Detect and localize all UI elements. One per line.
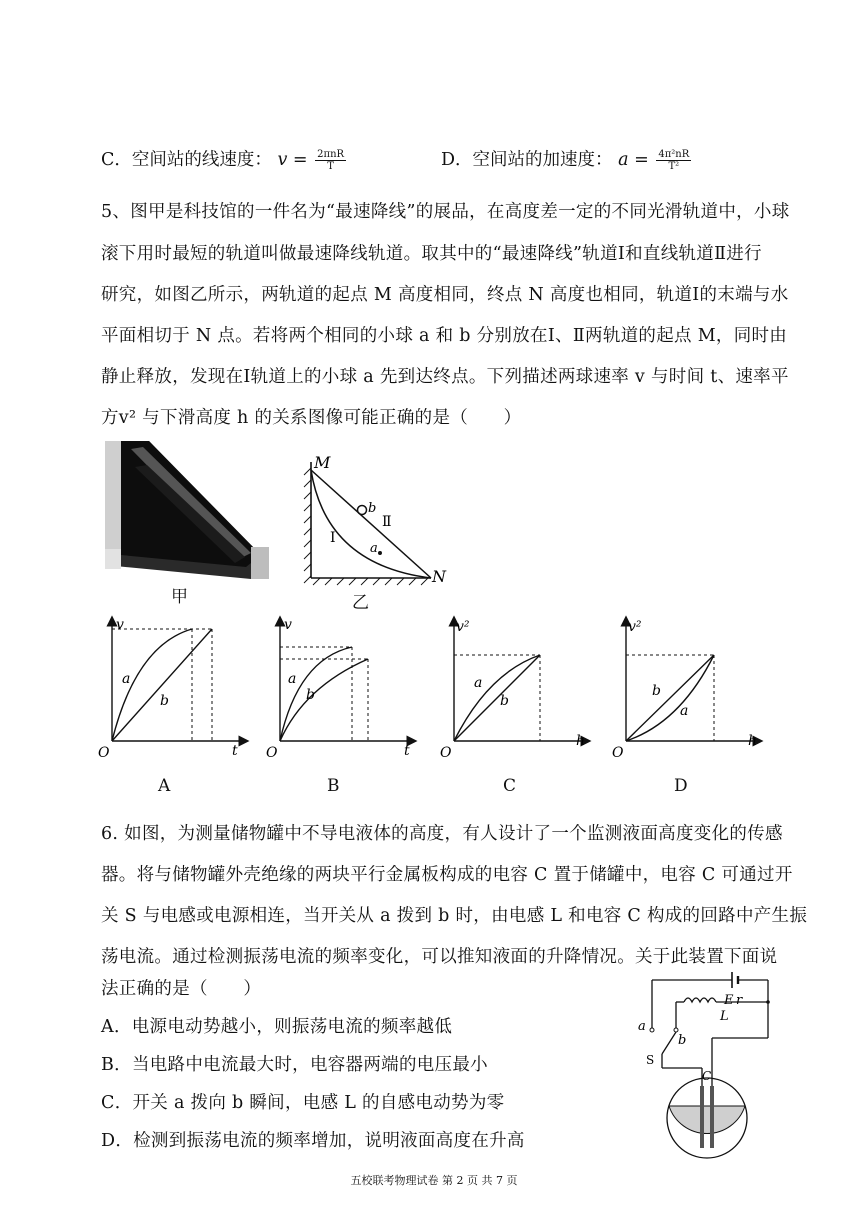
graph-c-origin: O [440,745,452,761]
q4-option-c-label: C．空间站的线速度： [101,150,272,170]
page-footer: 五校联考物理试卷 第 2 页 共 7 页 [350,1174,518,1187]
point-n-label: N [432,567,446,586]
graph-b-letter: B [327,776,340,796]
circuit-a-label: a [638,1019,646,1034]
ball-b-label: b [368,501,377,516]
graph-a [96,615,256,763]
graph-c-letter: C [503,776,517,796]
graph-c-xlabel: h [576,733,586,749]
graph-a-curve-1: a [122,671,131,687]
q6-line-5: 法正确的是（ ） [101,979,262,999]
q5-line-6: 方v² 与下滑高度 h 的关系图像可能正确的是（ ） [101,408,522,428]
track-2-label: Ⅱ [382,514,392,530]
q6-option-d: D．检测到振荡电流的频率增加，说明液面高度在升高 [101,1131,525,1151]
graph-d-curve-2: a [680,703,689,719]
q4-option-c: C．空间站的线速度： v = $\frac{\text{2πnR}}{T}$ [101,149,345,172]
graph-b-curve-1: a [288,671,297,687]
graph-b-ylabel: v [284,617,292,633]
q4-option-d-label: D．空间站的加速度： [441,150,613,170]
q5-line-2: 滚下用时最短的轨道叫做最速降线轨道。取其中的“最速降线”轨道Ⅰ和直线轨道Ⅱ进行 [101,244,762,264]
q4-option-d-numerator: 4π²nR [658,149,690,160]
ball-a-label: a [370,541,378,556]
circuit-e-label: E [724,993,734,1008]
q6-line-2: 器。将与储物罐外壳绝缘的两块平行金属板构成的电容 C 置于储罐中，电容 C 可通过开 [101,865,793,885]
circuit-l-label: L [720,1009,729,1024]
graph-b-curve-2: b [306,687,315,703]
graph-c-curve-2: b [500,693,509,709]
graph-c [438,615,598,763]
q4-option-c-denominator: T [327,161,334,172]
q6-line-1: 6. 如图，为测量储物罐中不导电液体的高度，有人设计了一个监测液面高度变化的传感 [101,824,783,844]
circuit-r-label: r [736,993,743,1008]
q4-option-d: D．空间站的加速度： a = $\frac{\text{4π²nR}}{\text{T²}}$ [441,149,690,172]
graph-d-origin: O [612,745,624,761]
circuit-diagram [632,968,782,1160]
q5-line-1: 5、图甲是科技馆的一件名为“最速降线”的展品，在高度差一定的不同光滑轨道中，小球 [101,202,790,222]
q4-option-d-denominator: T² [668,161,680,172]
point-m-label: M [314,453,331,472]
graph-c-curve-1: a [474,675,483,691]
track-1-label: Ⅰ [330,530,336,546]
q5-line-3: 研究，如图乙所示，两轨道的起点 M 高度相同，终点 N 高度也相同，轨道Ⅰ的末端与水 [101,285,789,305]
q6-option-a: A．电源电动势越小，则振荡电流的频率越低 [101,1017,453,1037]
tracks-diagram [296,450,456,590]
circuit-b-label: b [678,1033,687,1048]
graph-a-xlabel: t [232,743,238,759]
graph-d-xlabel: h [748,733,758,749]
graph-d-curve-1: b [652,683,661,699]
circuit-s-label: S [646,1053,655,1067]
q4-option-c-fraction [315,149,346,172]
q6-option-c: C．开关 a 拨向 b 瞬间，电感 L 的自感电动势为零 [101,1093,505,1113]
q5-line-5: 静止释放，发现在Ⅰ轨道上的小球 a 先到达终点。下列描述两球速率 v 与时间 t、速率平 [101,367,789,387]
graph-d-letter: D [674,776,688,796]
q6-line-3: 关 S 与电感或电源相连，当开关从 a 拨到 b 时，由电感 L 和电容 C 构成的回路中产生振 [101,906,808,926]
q4-option-c-numerator: 2πnR [317,149,345,160]
exhibit-photo [101,437,273,582]
graph-b-origin: O [266,745,278,761]
graph-d [610,615,770,763]
q4-option-d-var: a [618,150,629,170]
circuit-c-label: C [702,1069,712,1083]
q4-option-c-var: v [277,150,288,170]
graph-c-ylabel: v² [456,619,470,635]
graph-a-letter: A [158,776,171,796]
fig-jia-caption: 甲 [171,587,188,607]
graph-d-ylabel: v² [628,619,642,635]
q6-line-4: 荡电流。通过检测振荡电流的频率变化，可以推知液面的升降情况。关于此装置下面说 [101,947,778,967]
graph-a-origin: O [98,745,110,761]
graph-a-ylabel: v [116,617,124,633]
graph-b [264,615,424,763]
q5-line-4: 平面相切于 N 点。若将两个相同的小球 a 和 b 分别放在Ⅰ、Ⅱ两轨道的起点 M，同时由 [101,326,788,346]
fig-yi-caption: 乙 [352,593,369,613]
graph-b-xlabel: t [404,743,410,759]
q6-option-b: B．当电路中电流最大时，电容器两端的电压最小 [101,1055,488,1075]
graph-a-curve-2: b [160,693,169,709]
q4-option-d-fraction [656,149,691,172]
